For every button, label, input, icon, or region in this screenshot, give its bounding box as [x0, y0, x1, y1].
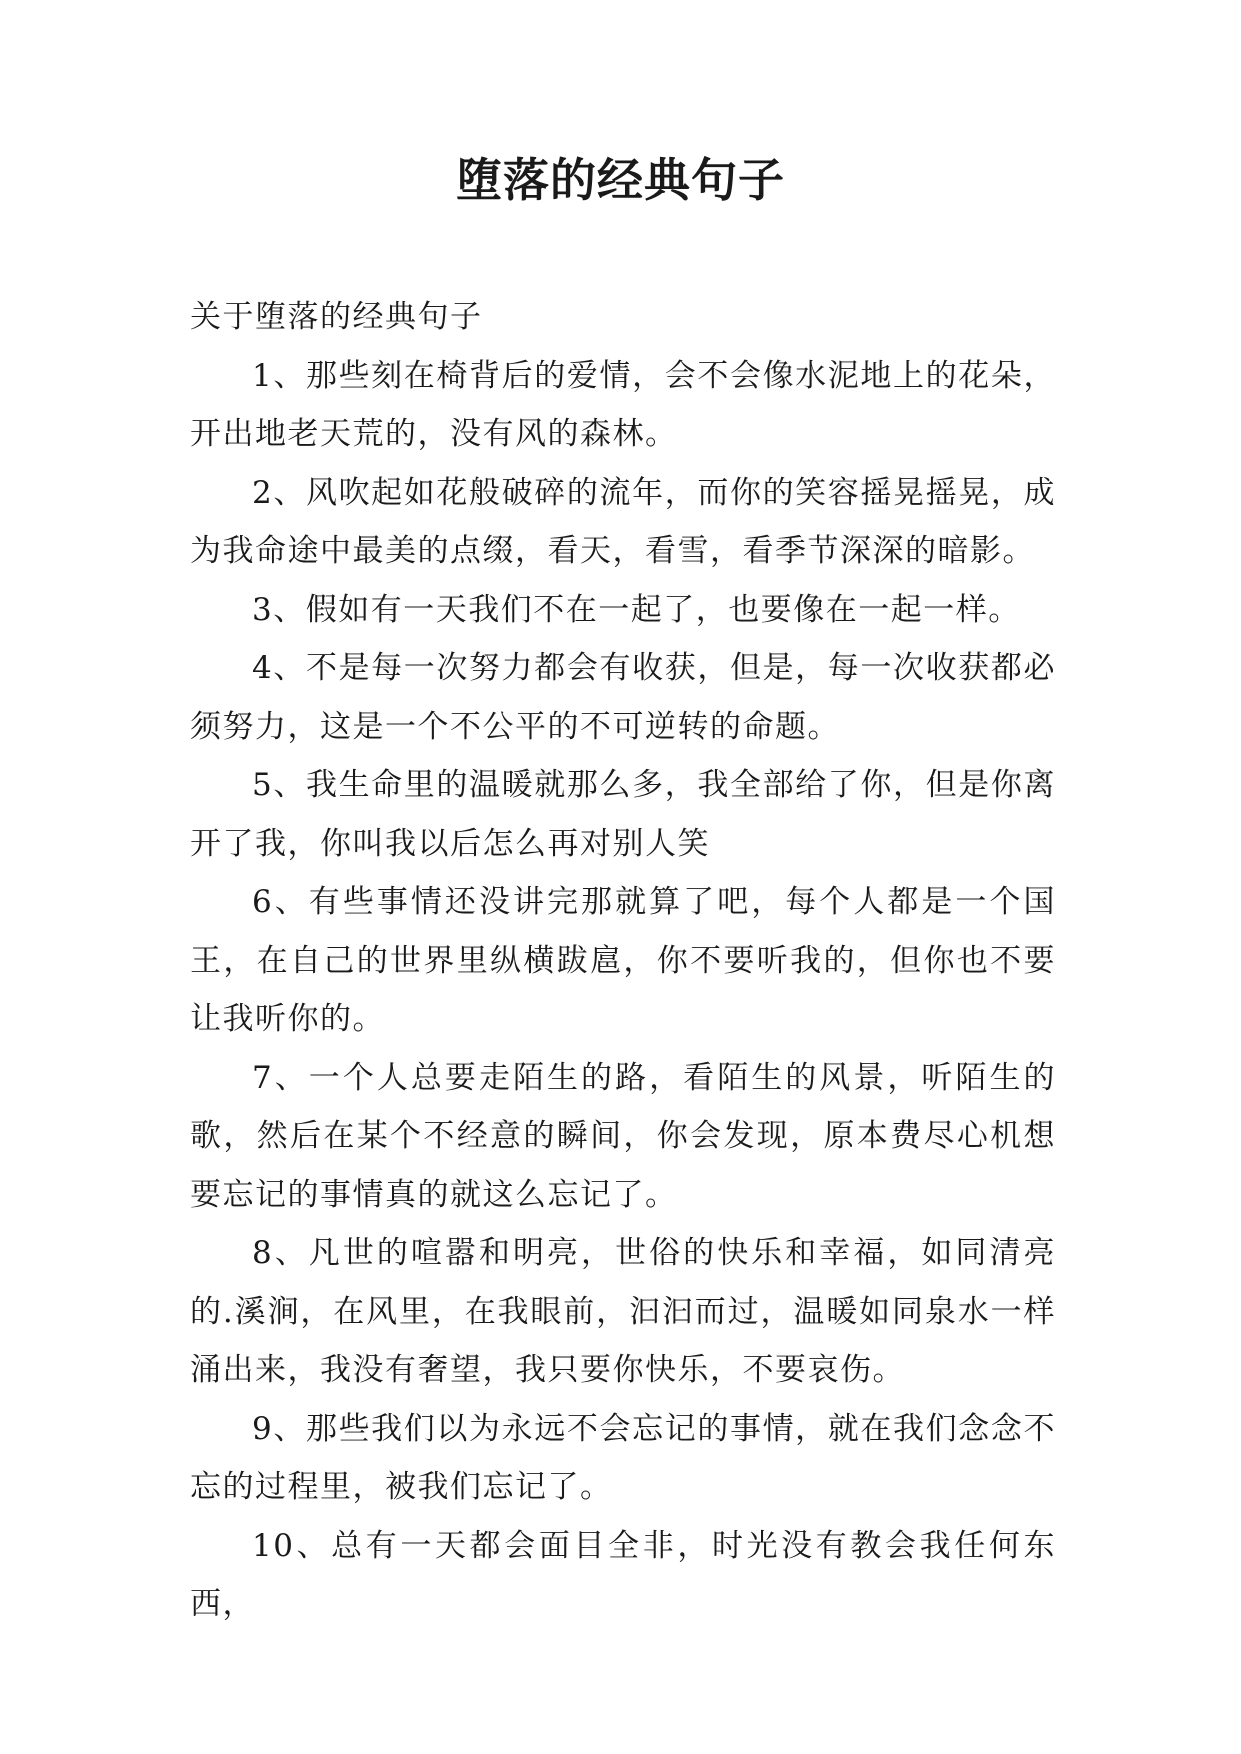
paragraph-10: 10、总有一天都会面目全非，时光没有教会我任何东西， [190, 1527, 1056, 1622]
document-body [190, 288, 1056, 1634]
paragraph-8: 8、凡世的喧嚣和明亮，世俗的快乐和幸福，如同清亮的.溪涧，在风里，在我眼前，汩汩而过，温暖如同泉水一样涌出来，我没有奢望，我只要你快乐，不要哀伤。 [190, 1235, 1056, 1388]
paragraph-1: 1、那些刻在椅背后的爱情，会不会像水泥地上的花朵，开出地老天荒的，没有风的森林。 [190, 357, 1056, 452]
intro-line: 关于堕落的经典句子 [190, 299, 483, 335]
paragraph-5: 5、我生命里的温暖就那么多，我全部给了你，但是你离开了我，你叫我以后怎么再对别人笑 [190, 767, 1056, 862]
paragraph-7: 7、一个人总要走陌生的路，看陌生的风景，听陌生的歌，然后在某个不经意的瞬间，你会发现，原本费尽心机想要忘记的事情真的就这么忘记了。 [190, 1059, 1056, 1213]
paragraph-2: 2、风吹起如花般破碎的流年，而你的笑容摇晃摇晃，成为我命途中最美的点缀，看天，看雪，看季节深深的暗影。 [190, 474, 1056, 569]
paragraph-4: 4、不是每一次努力都会有收获，但是，每一次收获都必须努力，这是一个不公平的不可逆转的命题。 [190, 650, 1056, 745]
paragraph-3: 3、假如有一天我们不在一起了，也要像在一起一样。 [252, 591, 1021, 628]
paragraph-9: 9、那些我们以为永远不会忘记的事情，就在我们念念不忘的过程里，被我们忘记了。 [190, 1410, 1056, 1505]
paragraph-6: 6、有些事情还没讲完那就算了吧，每个人都是一个国王，在自己的世界里纵横跋扈，你不要听我的，但你也不要让我听你的。 [190, 884, 1056, 1037]
document-title: 堕落的经典句子 [456, 153, 785, 207]
